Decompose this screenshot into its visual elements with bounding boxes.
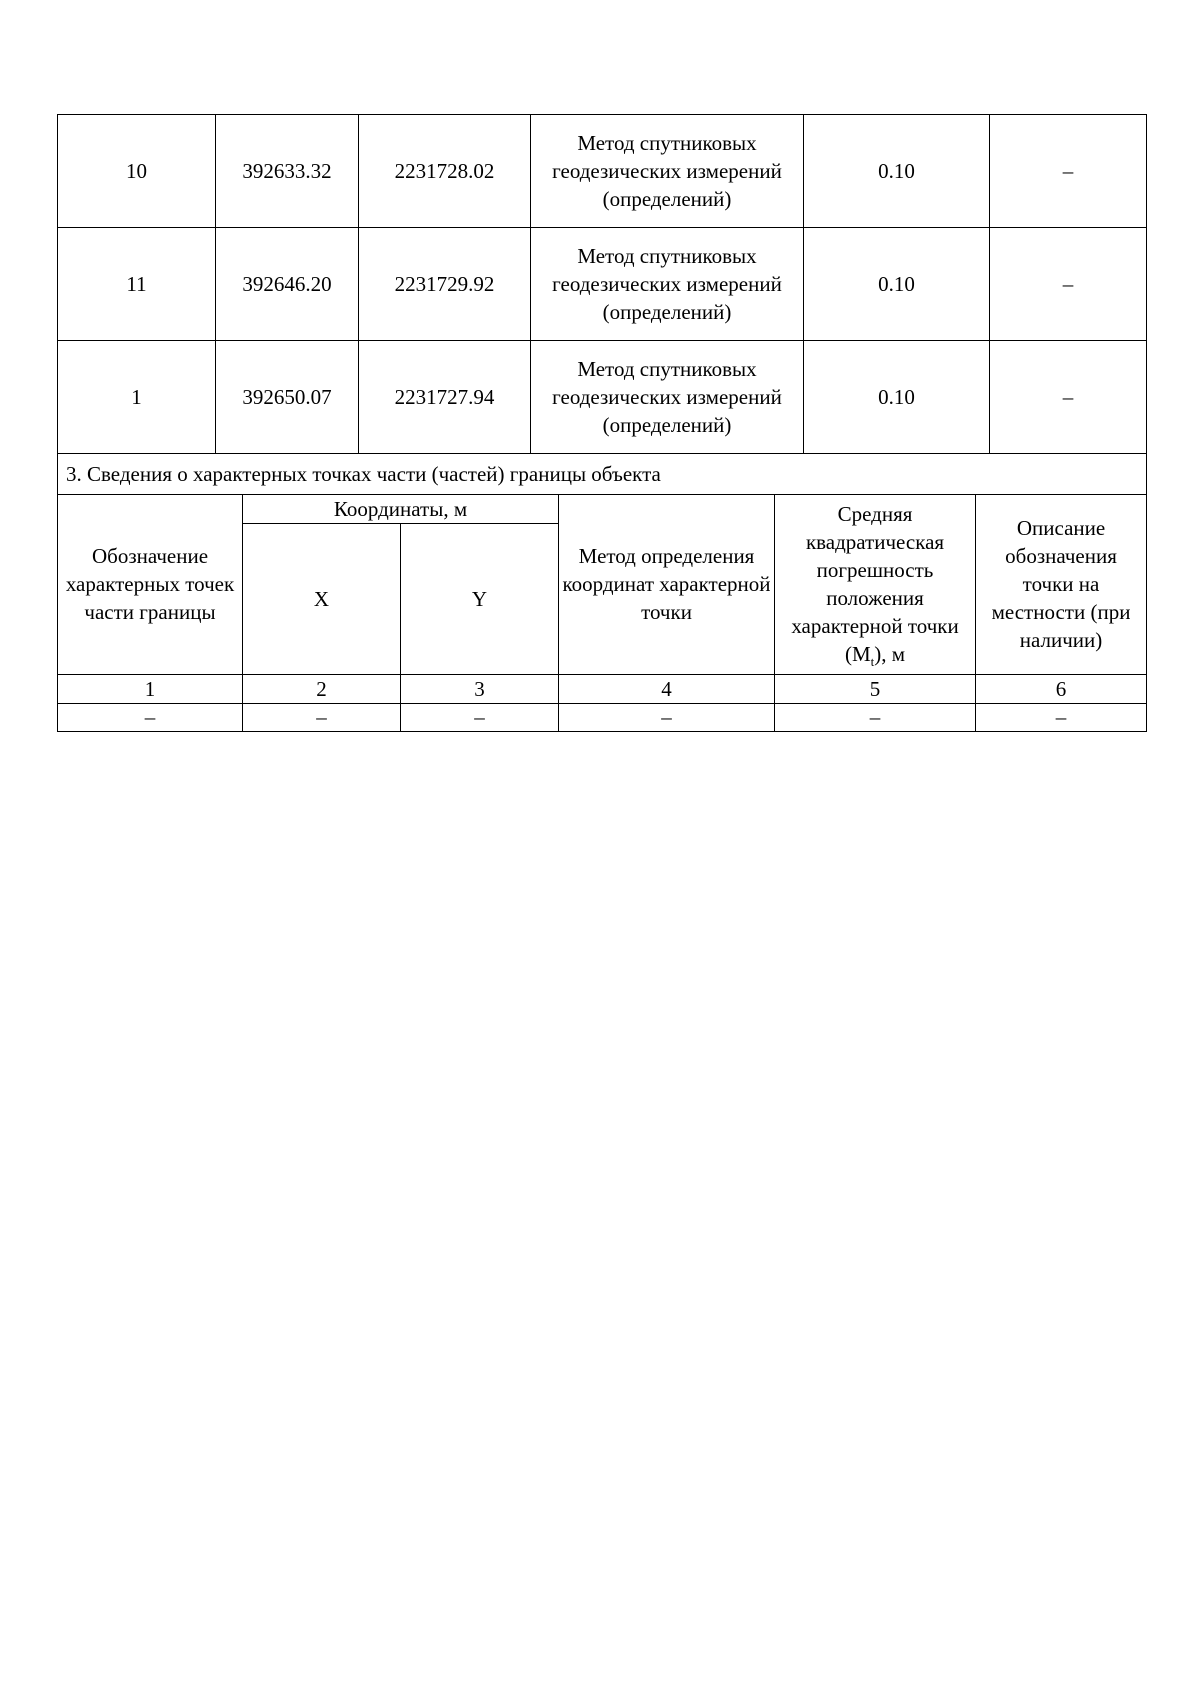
method-cell: Метод спутниковых геодезических измерений (определений) — [531, 341, 804, 454]
column-number: 1 — [58, 674, 243, 703]
column-number: 3 — [401, 674, 559, 703]
header-designation: Обозначение характерных точек части границы — [58, 494, 243, 674]
data-cell: – — [976, 703, 1147, 731]
y-coordinate-cell: 2231729.92 — [359, 228, 531, 341]
data-cell: – — [401, 703, 559, 731]
header-error-unit: ), м — [874, 642, 906, 666]
column-number: 5 — [775, 674, 976, 703]
document-page — [57, 114, 1146, 732]
point-cell: 1 — [58, 341, 216, 454]
data-cell: – — [559, 703, 775, 731]
part-boundary-points-table — [57, 494, 1147, 732]
description-cell: – — [990, 228, 1147, 341]
data-cell: – — [58, 703, 243, 731]
header-coordinates: Координаты, м — [243, 494, 559, 523]
header-x: X — [243, 523, 401, 674]
column-numbers-row — [58, 674, 1147, 703]
description-cell: – — [990, 115, 1147, 228]
boundary-points-table — [57, 114, 1147, 495]
section-title-row — [58, 454, 1147, 495]
y-coordinate-cell: 2231728.02 — [359, 115, 531, 228]
y-coordinate-cell: 2231727.94 — [359, 341, 531, 454]
column-number: 6 — [976, 674, 1147, 703]
column-number: 4 — [559, 674, 775, 703]
section-title: 3. Сведения о характерных точках части (частей) границы объекта — [58, 454, 1147, 495]
header-y: Y — [401, 523, 559, 674]
point-cell: 10 — [58, 115, 216, 228]
table-row — [58, 115, 1147, 228]
table-row — [58, 228, 1147, 341]
data-cell: – — [243, 703, 401, 731]
data-cell: – — [775, 703, 976, 731]
x-coordinate-cell: 392633.32 — [216, 115, 359, 228]
method-cell: Метод спутниковых геодезических измерений (определений) — [531, 115, 804, 228]
table-row — [58, 703, 1147, 731]
method-cell: Метод спутниковых геодезических измерений (определений) — [531, 228, 804, 341]
header-error-text: Средняя квадратическая погрешность положения характерной точки (M — [791, 502, 959, 666]
description-cell: – — [990, 341, 1147, 454]
error-cell: 0.10 — [804, 341, 990, 454]
header-error-subscript: t — [870, 654, 875, 670]
header-row — [58, 494, 1147, 523]
column-number: 2 — [243, 674, 401, 703]
error-cell: 0.10 — [804, 115, 990, 228]
header-error — [775, 494, 976, 674]
error-cell: 0.10 — [804, 228, 990, 341]
x-coordinate-cell: 392646.20 — [216, 228, 359, 341]
point-cell: 11 — [58, 228, 216, 341]
table-row — [58, 341, 1147, 454]
header-method: Метод определения координат характерной точки — [559, 494, 775, 674]
x-coordinate-cell: 392650.07 — [216, 341, 359, 454]
header-description: Описание обозначения точки на местности (при наличии) — [976, 494, 1147, 674]
